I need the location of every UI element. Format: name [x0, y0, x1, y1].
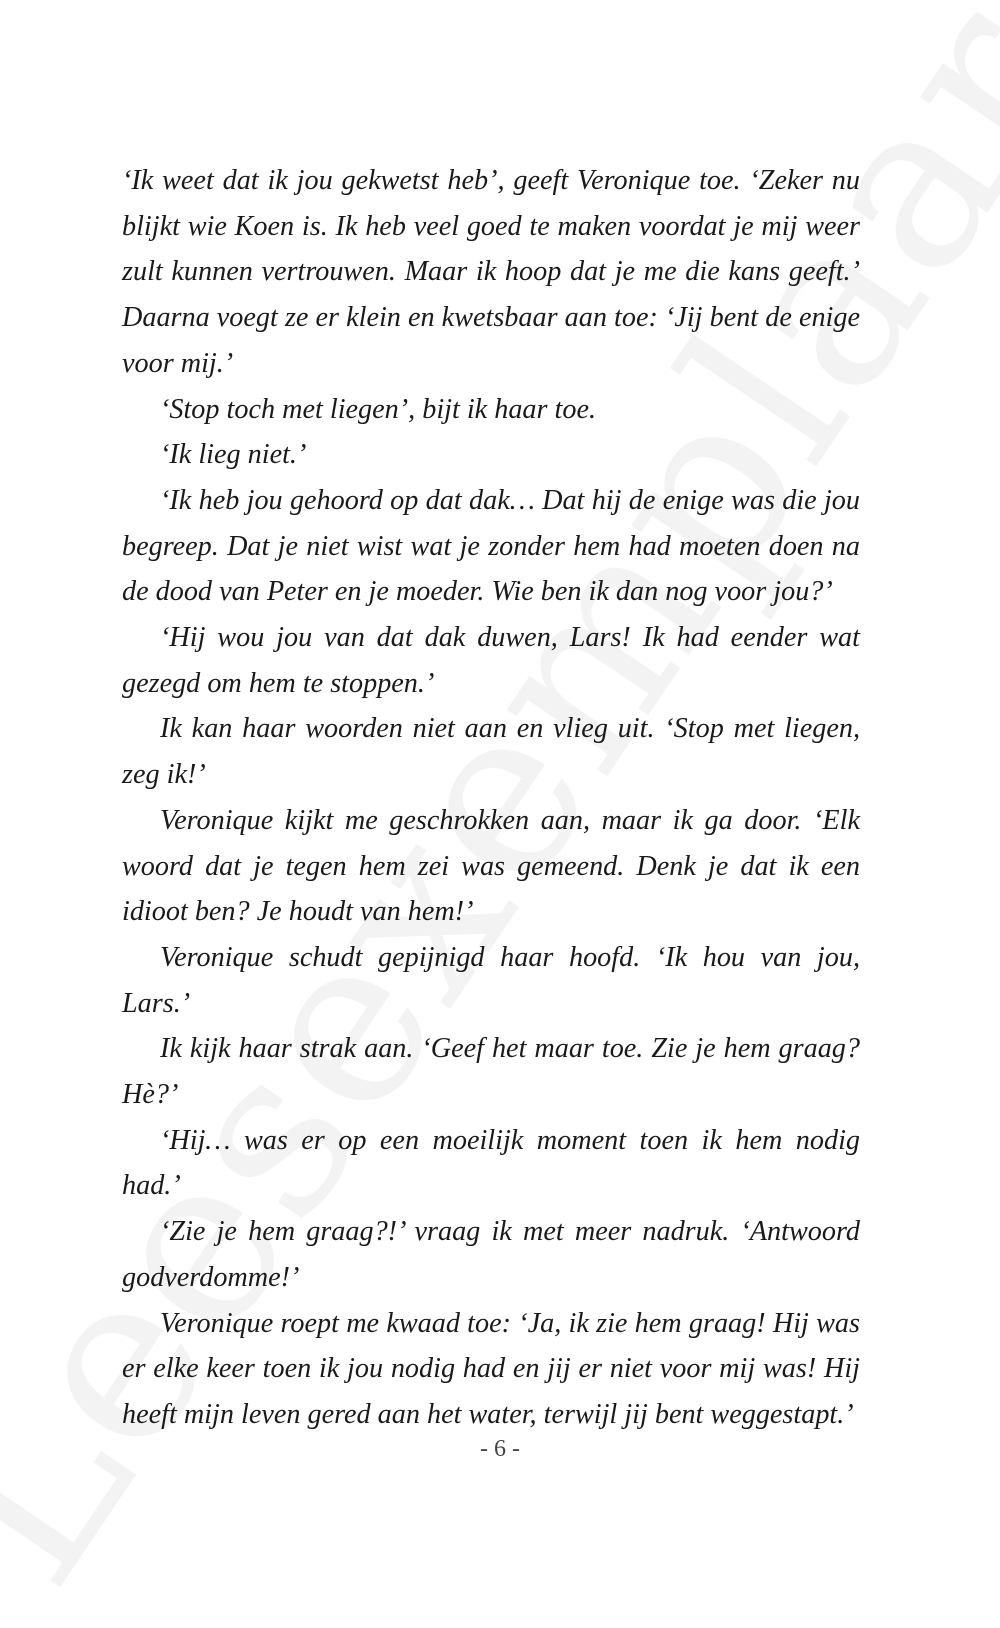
paragraph: Veronique kijkt me geschrokken aan, maar ik ga door. ‘Elk woord dat je tegen hem zei was gemeend. Denk je dat ik een idioot ben? Je houdt van hem!’ [122, 804, 860, 928]
paragraph: ‘Hij… was er op een moeilijk moment toen ik hem nodig had.’ [122, 1124, 860, 1202]
paragraph: ‘Stop toch met liegen’, bijt ik haar toe. [160, 393, 597, 425]
paragraph: Veronique roept me kwaad toe: ‘Ja, ik zie hem graag! Hij was er elke keer toen ik jou nodig had en jij er niet voor mij was! Hij heeft mijn leven gered aan het water, terwijl jij bent weggestapt.’ [122, 1307, 860, 1430]
paragraph: ‘Zie je hem graag?!’ vraag ik met meer nadruk. ‘Antwoord godverdomme!’ [122, 1216, 860, 1293]
paragraph: ‘Ik heb jou gehoord op dat dak… Dat hij de enige was die jou begreep. Dat je niet wist wat je zonder hem had moeten doen na de dood van Peter en je moeder. Wie ben ik dan nog voor jou?’ [122, 484, 860, 608]
paragraph: Ik kan haar woorden niet aan en vlieg uit. ‘Stop met liegen, zeg ik!’ [122, 713, 860, 791]
paragraph: Veronique schudt gepijnigd haar hoofd. ‘Ik hou van jou, Lars.’ [122, 941, 860, 1019]
page-body [122, 158, 860, 1438]
paragraph: ‘Hij wou jou van dat dak duwen, Lars! Ik had eender wat gezegd om hem te stoppen.’ [122, 622, 860, 699]
paragraph: ‘Ik weet dat ik jou gekwetst heb’, geeft Veronique toe. ‘Zeker nu blijkt wie Koen is. Ik heb veel goed te maken voordat je mij weer zult kunnen vertrouwen. Maar ik hoop dat je me die kans geeft.’ Daarna voegt ze er klein en kwetsbaar aan toe: ‘Jij bent de enige voor mij.’ [122, 165, 860, 379]
paragraph: Ik kijk haar strak aan. ‘Geef het maar toe. Zie je hem graag? Hè?’ [122, 1033, 860, 1111]
paragraph: ‘Ik lieg niet.’ [160, 439, 307, 471]
page-number: - 6 - [480, 1436, 520, 1462]
